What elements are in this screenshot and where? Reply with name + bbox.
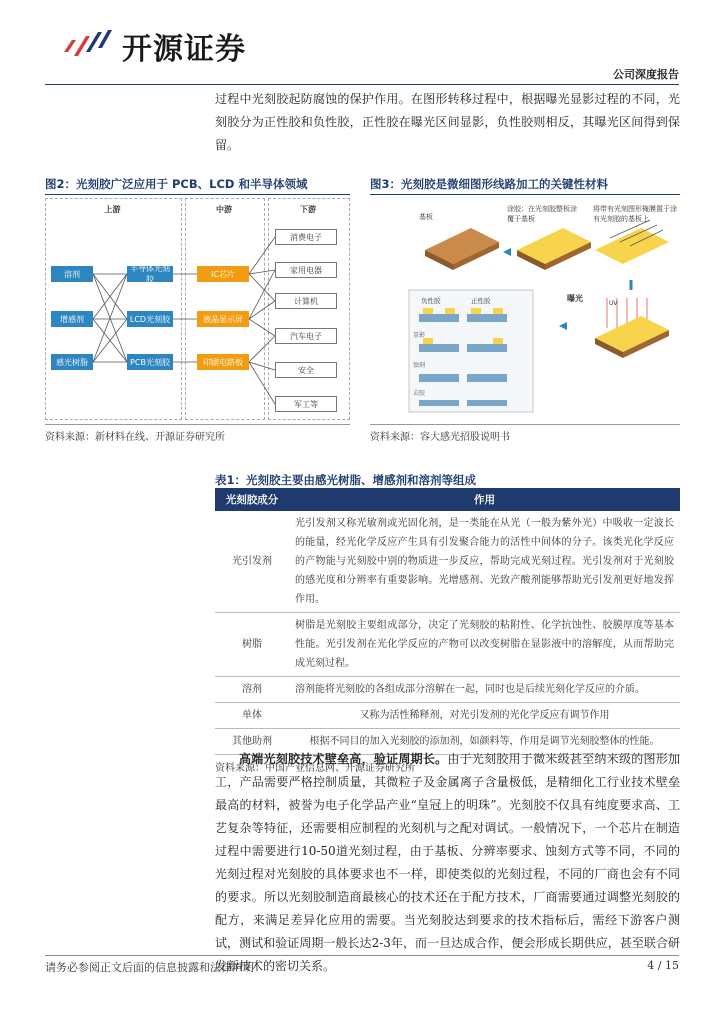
figure3-source: 资料来源：容大感光招股说明书 <box>370 432 510 443</box>
component-desc: 溶剂能将光刻胶的各组成部分溶解在一起，同时也是后续光刻化学反应的介质。 <box>289 677 680 703</box>
label-positive-resist: 正性胶 <box>471 297 491 305</box>
flow-node-consumer-electronics: 消费电子 <box>275 229 337 245</box>
footer-disclaimer: 请务必参阅正文后面的信息披露和法律声明 <box>45 961 254 974</box>
flow-node-auto-electronics: 汽车电子 <box>275 328 337 344</box>
table-row <box>215 511 680 613</box>
figure3-bottom-rule <box>370 424 680 425</box>
report-type: 公司深度报告 <box>613 68 679 81</box>
figure2-caption: 图2：光刻胶广泛应用于 PCB、LCD 和半导体领域 <box>45 177 308 191</box>
flow-node-lcd-photoresist: LCD光刻胶 <box>127 311 173 327</box>
figure2-bottom-rule <box>45 424 350 425</box>
body-text: 由于光刻胶用于微米级甚至纳米级的图形加工，产品需要严格控制质量，其微粒子及金属离子含量极低，是精细化工行业技术壁垒最高的材料，被誉为电子化学品产业“皇冠上的明珠”。光刻胶不仅具有纯度要求高、工艺复杂等特征，还需要相应制程的光刻机与之配对调试。一般情况下，一个芯片在制造过程中需要进行10-50道光刻过程，由于基板、分辨率要求、蚀刻方式等不同，不同的光刻过程对光刻胶的具体要求也不一样，即使类似的光刻过程，不同的厂商也会有不同的要求。所以光刻胶制造商最核心的技术还在于配方技术，厂商需要通过调整光刻胶的配方，来满足差异化应用的需要。当光刻胶达到要求的技术指标后，需经下游客户测试，测试和验证周期一般长达2-3年，而一旦达成合作，便会形成长期供应，甚至联合研发新技术的密切关系。 <box>215 752 680 973</box>
flow-node-semiconductor-photoresist: 半导体光刻胶 <box>127 266 173 282</box>
label-etch: 蚀刻 <box>413 362 426 369</box>
flow-node-pcb-photoresist: PCB光刻胶 <box>127 354 173 370</box>
table-header-component: 光刻胶成分 <box>215 488 289 511</box>
logo-text: 开源证券 <box>122 32 246 67</box>
process-illustration <box>395 198 680 420</box>
label-uv: UV <box>609 300 618 307</box>
figure2-flowchart <box>45 198 350 420</box>
flow-node-home-appliances: 家用电器 <box>275 262 337 278</box>
figure3-caption: 图3：光刻胶是微细图形线路加工的关键性材料 <box>370 177 608 191</box>
header-midstream: 中游 <box>216 205 232 214</box>
label-substrate: 基板 <box>419 213 433 221</box>
logo-mark-icon <box>60 22 120 62</box>
figure2-caption-rule <box>45 194 350 195</box>
intro-paragraph: 过程中光刻胶起防腐蚀的保护作用。在图形转移过程中，根据曝光显影过程的不同，光刻胶分为正性胶和负性胶，正性胶在曝光区间显影，负性胶则相反，其曝光区间得到保留。 <box>215 92 680 152</box>
label-mask: 将带有光刻图形掩膜置于涂有光刻胶的基板上 <box>593 205 677 223</box>
label-strip: 去胶 <box>413 390 426 397</box>
flow-node-lcd-panel: 液晶显示屏 <box>197 311 249 327</box>
component-desc: 根据不同目的加入光刻胶的添加剂，如颜料等，作用是调节光刻胶整体的性能。 <box>289 729 680 755</box>
component-name: 树脂 <box>215 613 289 677</box>
components-table <box>215 488 680 755</box>
label-negative-resist: 负性胶 <box>421 297 441 305</box>
header-downstream: 下游 <box>300 205 316 214</box>
header-rule <box>45 84 679 85</box>
label-develop: 显影 <box>413 332 426 339</box>
component-name: 溶剂 <box>215 677 289 703</box>
page-number: 4 / 15 <box>647 959 679 972</box>
footer-rule <box>45 955 679 956</box>
flow-node-pcb: 印刷电路板 <box>197 354 249 370</box>
body-lead-sentence: 高端光刻胶技术壁垒高，验证周期长。 <box>239 752 448 766</box>
table-row <box>215 703 680 729</box>
figure2-source: 资料来源：新材料在线、开源证券研究所 <box>45 432 225 443</box>
body-paragraph <box>215 748 680 978</box>
flow-node-security: 安全 <box>275 362 337 378</box>
table1-container <box>215 488 680 774</box>
label-exposure: 曝光 <box>567 294 583 303</box>
table1-caption: 表1：光刻胶主要由感光树脂、增感剂和溶剂等组成 <box>215 473 476 487</box>
table-header-function: 作用 <box>289 488 680 511</box>
flow-node-military: 军工等 <box>275 396 337 412</box>
table-row <box>215 677 680 703</box>
component-name: 单体 <box>215 703 289 729</box>
label-coating: 涂胶：在光刻胶整板涂覆于基板 <box>507 205 577 223</box>
table1-source: 资料来源：中国产业信息网、开源证券研究所 <box>215 763 415 774</box>
flow-node-photo-resin: 感光树脂 <box>51 354 93 370</box>
figure3-process-diagram <box>395 198 680 420</box>
figure3-caption-rule <box>370 194 680 195</box>
table-header-row <box>215 488 680 511</box>
component-desc: 树脂是光刻胶主要组成部分，决定了光刻胶的粘附性、化学抗蚀性、胶膜厚度等基本性能。光引发剂在光化学反应的产物可以改变树脂在显影液中的溶解度，从而帮助完成光刻过程。 <box>289 613 680 677</box>
flow-node-sensitizer: 增感剂 <box>51 311 93 327</box>
component-name: 其他助剂 <box>215 729 289 755</box>
flow-node-ic-chip: IC芯片 <box>197 266 249 282</box>
component-desc: 光引发剂又称光敏剂或光固化剂，是一类能在从光（一般为紫外光）中吸收一定波长的能量，经光化学反应产生具有引发聚合能力的活性中间体的分子。该类光化学反应的产物能与光刻胶中别的物质进一步反应，帮助完成光刻过程。光引发剂对于光刻胶的感光度和分辨率有重要影响。光增感剂、光致产酸剂能够帮助光引发剂更好地发挥作用。 <box>289 511 680 613</box>
flow-node-solvent: 溶剂 <box>51 266 93 282</box>
header-upstream: 上游 <box>104 205 121 214</box>
component-desc: 又称为活性稀释剂，对光引发剂的光化学反应有调节作用 <box>289 703 680 729</box>
flow-node-computers: 计算机 <box>275 293 337 309</box>
component-name: 光引发剂 <box>215 511 289 613</box>
table-row <box>215 613 680 677</box>
